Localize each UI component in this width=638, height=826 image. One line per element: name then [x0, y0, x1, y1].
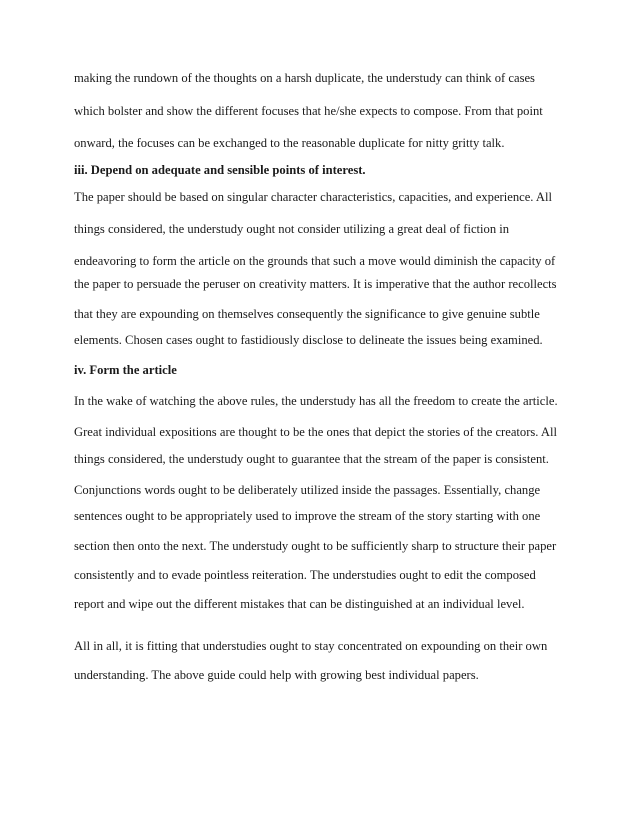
- body-line: The paper should be based on singular character characteristics, capacities, and experience. All: [74, 190, 552, 204]
- body-line: report and wipe out the different mistakes that can be distinguished at an individual level.: [74, 597, 525, 611]
- body-line: things considered, the understudy ought to guarantee that the stream of the paper is consistent.: [74, 452, 549, 466]
- section-heading-iii: iii. Depend on adequate and sensible points of interest.: [74, 163, 366, 177]
- body-line: In the wake of watching the above rules, the understudy has all the freedom to create the article.: [74, 394, 558, 408]
- body-line: making the rundown of the thoughts on a harsh duplicate, the understudy can think of cases: [74, 71, 535, 85]
- body-line: that they are expounding on themselves consequently the significance to give genuine subtle: [74, 307, 540, 321]
- body-line: Great individual expositions are thought to be the ones that depict the stories of the creators. All: [74, 425, 557, 439]
- body-line: elements. Chosen cases ought to fastidiously disclose to delineate the issues being examined.: [74, 333, 543, 347]
- body-line: sentences ought to be appropriately used to improve the stream of the story starting with one: [74, 509, 541, 523]
- body-line: endeavoring to form the article on the grounds that such a move would diminish the capacity of: [74, 254, 556, 268]
- body-line: the paper to persuade the peruser on creativity matters. It is imperative that the author recollects: [74, 277, 557, 291]
- body-line: onward, the focuses can be exchanged to the reasonable duplicate for nitty gritty talk.: [74, 136, 505, 150]
- section-heading-iv: iv. Form the article: [74, 363, 177, 377]
- body-line: section then onto the next. The understudy ought to be sufficiently sharp to structure their paper: [74, 539, 557, 553]
- body-line: All in all, it is fitting that understudies ought to stay concentrated on expounding on their own: [74, 639, 548, 653]
- body-line: consistently and to evade pointless reiteration. The understudies ought to edit the composed: [74, 568, 536, 582]
- body-line: Conjunctions words ought to be deliberately utilized inside the passages. Essentially, change: [74, 483, 541, 497]
- body-line: which bolster and show the different focuses that he/she expects to compose. From that point: [74, 104, 543, 118]
- body-line: things considered, the understudy ought not consider utilizing a great deal of fiction in: [74, 222, 510, 236]
- body-line: understanding. The above guide could help with growing best individual papers.: [74, 668, 479, 682]
